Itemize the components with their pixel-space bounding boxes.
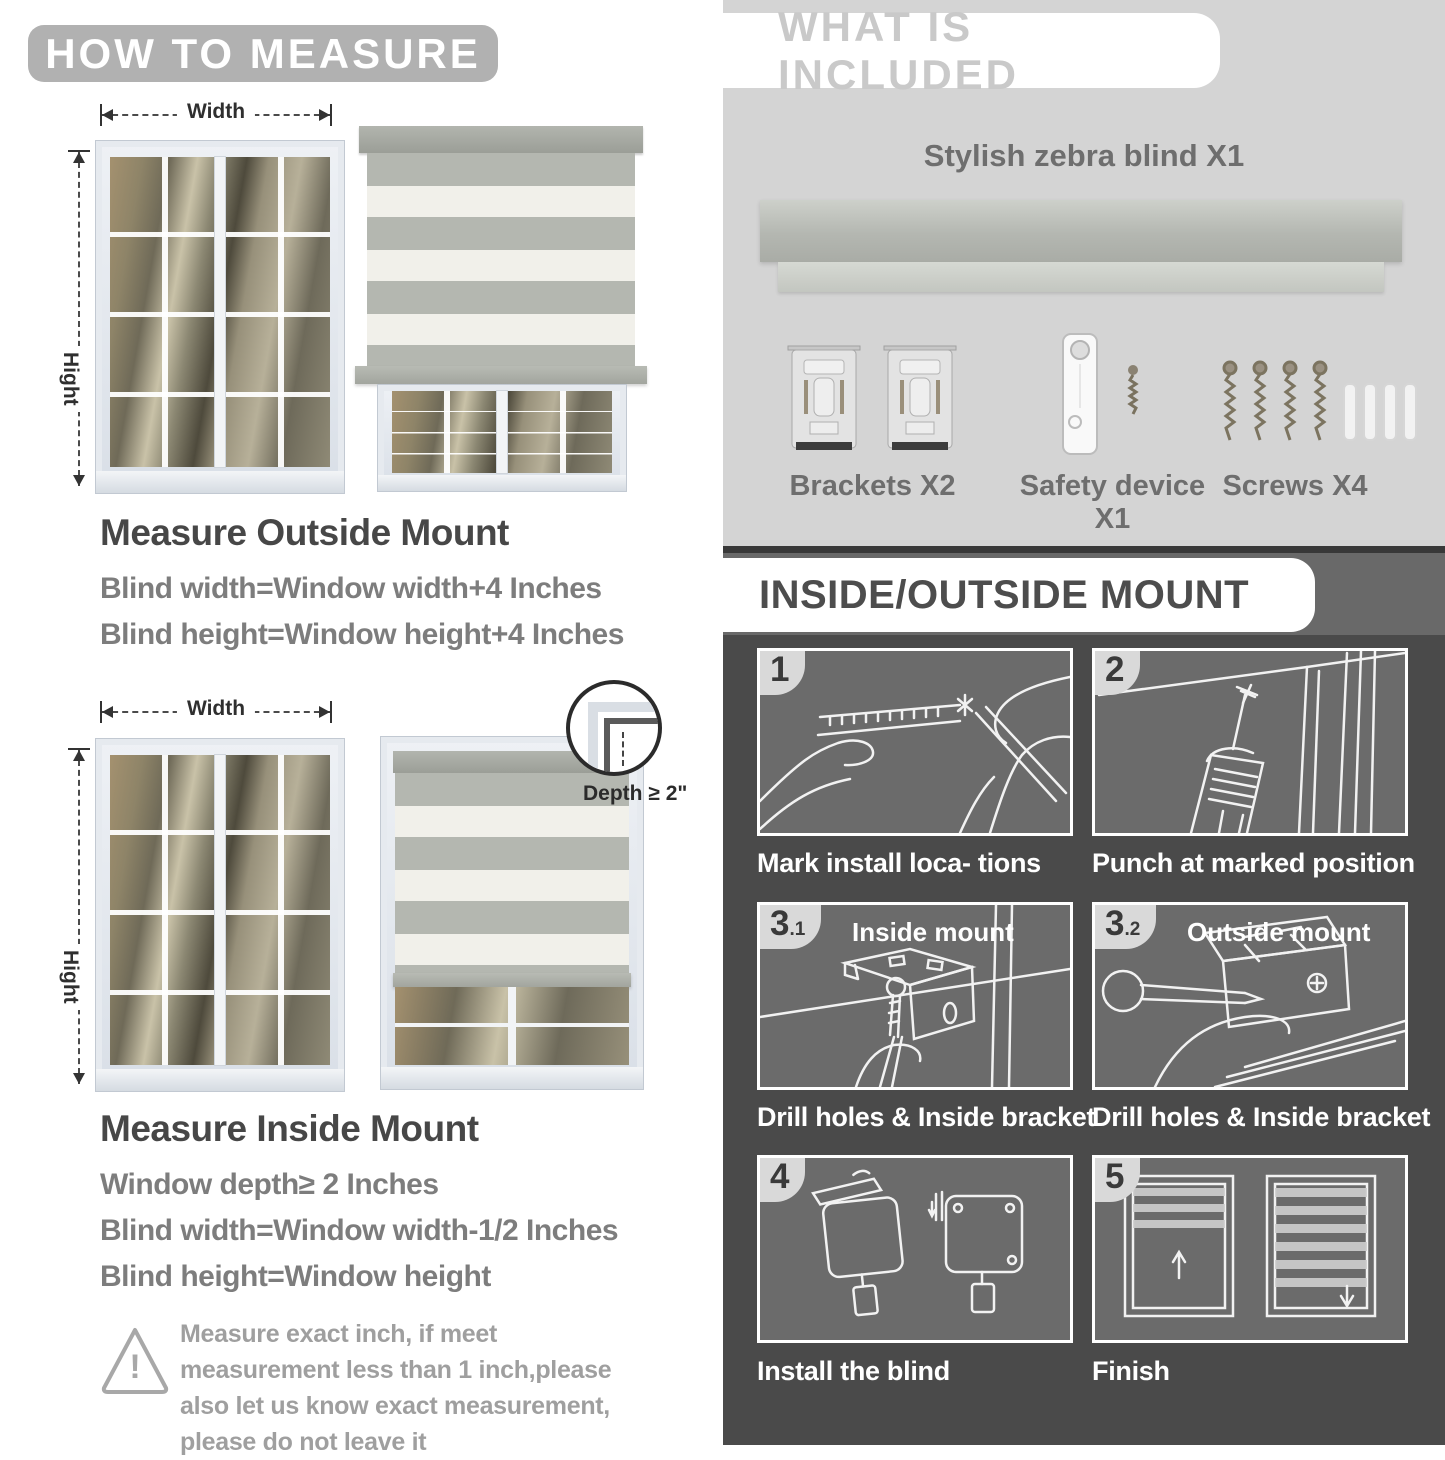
step-number-badge: 3.1: [760, 905, 821, 949]
dimension-tick: [330, 104, 332, 126]
window-sill: [378, 475, 626, 491]
step-number-badge: 2: [1095, 651, 1140, 695]
outside-mount-line2: Blind height=Window height+4 Inches: [100, 618, 624, 651]
window-glass: [110, 157, 330, 467]
step-panel-4: [757, 1155, 1073, 1343]
blind-headrail-image: [760, 200, 1402, 262]
window-glass: [392, 391, 612, 473]
what-is-included-header: [723, 2, 1220, 98]
step-title: Outside mount: [1187, 917, 1371, 947]
arrow-up-icon: [73, 152, 85, 163]
step3-1-caption: Drill holes & Inside bracket: [757, 1102, 1096, 1132]
safety-device-image: [1045, 330, 1165, 462]
height-label: Hight: [58, 944, 82, 1010]
step-number-badge: 3.2: [1095, 905, 1156, 949]
step4-illustration: [760, 1158, 1070, 1340]
inside-mount-line3: Blind height=Window height: [100, 1260, 491, 1293]
step-number-badge: 5: [1095, 1158, 1140, 1202]
depth-label: Depth ≥ 2": [583, 782, 688, 805]
outside-mount-line1: Blind width=Window width+4 Inches: [100, 572, 602, 605]
inside-mount-line2: Blind width=Window width-1/2 Inches: [100, 1214, 619, 1247]
step-number-badge: 1: [760, 651, 805, 695]
window-glass: [110, 755, 330, 1065]
product-label: Stylish zebra blind X1: [923, 138, 1245, 173]
arrow-left-icon: [102, 109, 113, 121]
window-sill: [96, 471, 344, 493]
step-panel-3-2: [1092, 902, 1408, 1090]
outside-mount-title: Measure Outside Mount: [100, 512, 509, 553]
step-title: Inside mount: [852, 917, 1014, 947]
window-glass: [395, 987, 629, 1065]
brackets-label: Brackets X2: [789, 470, 956, 502]
window-sill: [96, 1069, 344, 1091]
window-illustration-outside: [95, 140, 345, 494]
inside-mount-title: Measure Inside Mount: [100, 1108, 479, 1149]
screws-label: Screws X4: [1222, 470, 1368, 502]
step2-illustration: [1095, 651, 1405, 833]
inside-outside-mount-header: [723, 558, 1315, 632]
arrow-up-icon: [73, 750, 85, 761]
window-below-blind: [377, 384, 627, 492]
step-panel-3-1: [757, 902, 1073, 1090]
width-label: Width: [177, 697, 255, 721]
step-panel-1: [757, 648, 1073, 836]
safety-device-label: Safety device X1: [1019, 470, 1206, 535]
what-is-included-title: WHAT IS INCLUDED: [778, 2, 1019, 98]
how-to-measure-title: HOW TO MEASURE: [45, 29, 481, 77]
inside-width-dimension: [100, 697, 332, 720]
mount-section-top-strip: [723, 546, 1445, 553]
step-panel-2: [1092, 648, 1408, 836]
step5-caption: Finish: [1092, 1356, 1170, 1386]
depth-magnifier: [566, 680, 662, 776]
brackets-image: [782, 338, 962, 460]
step-number-badge: 4: [760, 1158, 805, 1202]
width-label: Width: [177, 100, 255, 124]
arrow-down-icon: [73, 475, 85, 486]
arrow-down-icon: [73, 1073, 85, 1084]
dimension-line: [78, 152, 80, 486]
dimension-line: [78, 750, 80, 1084]
step1-caption: Mark install loca- tions: [757, 848, 1041, 878]
blind-illustration-outside: [363, 126, 639, 490]
inside-outside-mount-title: INSIDE/OUTSIDE MOUNT: [759, 572, 1250, 617]
step-panel-5: [1092, 1155, 1408, 1343]
step4-caption: Install the blind: [757, 1356, 950, 1386]
how-to-measure-header: [28, 25, 498, 82]
step1-illustration: [760, 651, 1070, 833]
outside-height-dimension: [59, 150, 86, 488]
step2-caption: Punch at marked position: [1092, 848, 1415, 878]
arrow-right-icon: [319, 706, 330, 718]
arrow-left-icon: [102, 706, 113, 718]
height-label: Hight: [58, 346, 82, 412]
outside-width-dimension: [100, 100, 332, 123]
dimension-tick: [330, 701, 332, 723]
inside-height-dimension: [59, 748, 86, 1086]
blind-bottom-rail: [355, 366, 647, 384]
window-sill: [381, 1067, 643, 1089]
screws-image: [1218, 356, 1418, 466]
warning-triangle-icon: [100, 1316, 170, 1400]
svg-text:!: !: [129, 1348, 141, 1386]
blind-bottom-rail: [393, 973, 631, 987]
warning-text: Measure exact inch, if meet measurement less than 1 inch,please also let us know exact measurement, please do not leave it: [180, 1320, 612, 1456]
step5-illustration: [1095, 1158, 1405, 1340]
step3-2-caption: Drill holes & Inside bracket: [1092, 1102, 1431, 1132]
arrow-right-icon: [319, 109, 330, 121]
window-illustration-inside: [95, 738, 345, 1092]
blind-fabric: [367, 153, 635, 366]
inside-mount-line1: Window depth≥ 2 Inches: [100, 1168, 439, 1201]
blind-cassette: [359, 126, 643, 153]
blind-headrail-valance: [778, 262, 1384, 292]
